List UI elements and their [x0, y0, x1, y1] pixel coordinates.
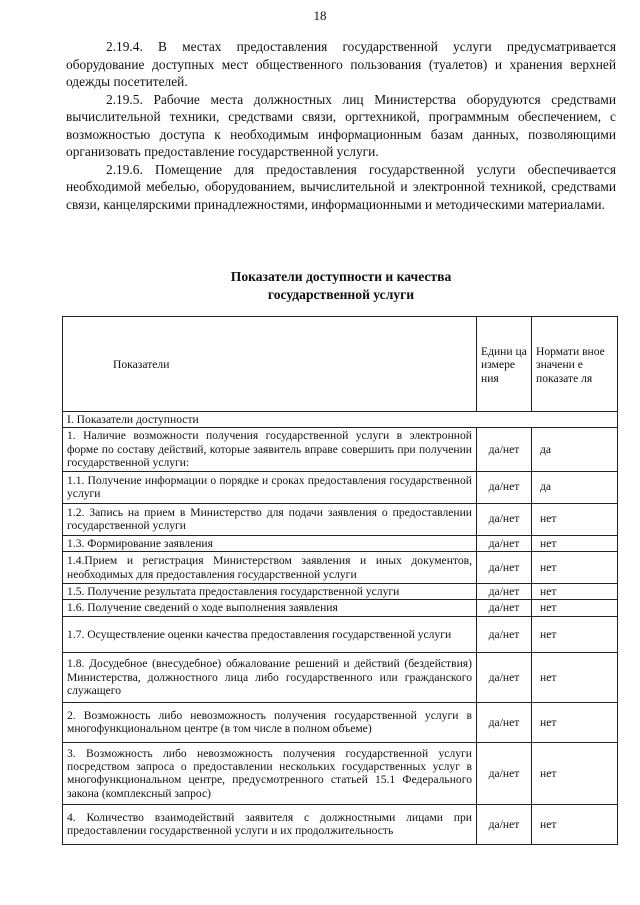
- table-row: [63, 616, 618, 652]
- table-row: [63, 600, 618, 616]
- paragraph-2-19-6: 2.19.6. Помещение для предоставления государственной услуги обеспечивается необходимой мебелью, оборудованием, вычислительной и электронной техникой, средствами связи, канцелярскими принадлежностями, информационными и методическими материалами.: [66, 161, 616, 212]
- row-unit: да/нет: [477, 702, 532, 742]
- row-unit: да/нет: [477, 804, 532, 844]
- row-label: 1.1. Получение информации о порядке и сроках предоставления государственной услуги: [63, 471, 477, 503]
- row-label: 1.4.Прием и регистрация Министерством заявления и иных документов, необходимых для предоставления государственной услуги: [63, 552, 477, 584]
- row-label: 1.8. Досудебное (внесудебное) обжалование решений и действий (бездействия) Министерства, должностного лица либо государственного или гражданского служащего: [63, 652, 477, 702]
- row-label: 1.2. Запись на прием в Министерство для подачи заявления о предоставлении государственной услуги: [63, 503, 477, 535]
- table-row: [63, 471, 618, 503]
- row-label: 2. Возможность либо невозможность получения государственной услуги в многофункциональном центре (в том числе в полном объеме): [63, 702, 477, 742]
- paragraph-2-19-4: 2.19.4. В местах предоставления государственной услуги предусматривается оборудование доступных мест общественного пользования (туалетов) и хранения верхней одежды посетителей.: [66, 39, 616, 89]
- heading-line-2: государственной услуги: [267, 287, 415, 302]
- row-unit: да/нет: [477, 552, 532, 584]
- row-value: нет: [532, 600, 618, 616]
- row-unit: да/нет: [477, 742, 532, 804]
- header-norm: Нормати вное значени е показате ля: [532, 317, 618, 412]
- row-value: да: [532, 471, 618, 503]
- row-unit: да/нет: [477, 616, 532, 652]
- row-value: нет: [532, 535, 618, 551]
- row-label: 1.6. Получение сведений о ходе выполнения заявления: [63, 600, 477, 616]
- table-row: [63, 535, 618, 551]
- row-value: нет: [532, 804, 618, 844]
- row-label: 1.3. Формирование заявления: [63, 535, 477, 551]
- table-header-row: [63, 317, 618, 412]
- row-unit: да/нет: [477, 471, 532, 503]
- paragraph-2-19-5: 2.19.5. Рабочие места должностных лиц Министерства оборудуются средствами вычислительной техники, средствами связи, оргтехникой, программным обеспечением, с возможностью доступа к необходимым информационным базам данных, позволяющими организовать предоставление государственной услуги.: [66, 91, 616, 159]
- row-label: 1. Наличие возможности получения государственной услуги в электронной форме по составу действий, которые заявитель вправе совершить при получении государственной услуги:: [63, 428, 477, 471]
- row-unit: да/нет: [477, 600, 532, 616]
- row-label: 1.5. Получение результата предоставления государственной услуги: [63, 584, 477, 600]
- header-indicator: Показатели: [63, 317, 477, 412]
- table-row: [63, 804, 618, 844]
- section-heading: [66, 268, 616, 304]
- row-value: да: [532, 428, 618, 471]
- row-value: нет: [532, 702, 618, 742]
- table-row: [63, 652, 618, 702]
- table-row: [63, 503, 618, 535]
- header-unit: Едини ца измере ния: [477, 317, 532, 412]
- table-row: [63, 742, 618, 804]
- row-unit: да/нет: [477, 428, 532, 471]
- body-text: [66, 38, 616, 213]
- page-number: 18: [313, 8, 327, 23]
- row-value: нет: [532, 652, 618, 702]
- row-label: 4. Количество взаимодействий заявителя с должностными лицами при предоставлении государственной услуги и их продолжительность: [63, 804, 477, 844]
- row-value: нет: [532, 742, 618, 804]
- row-value: нет: [532, 584, 618, 600]
- section-label: I. Показатели доступности: [63, 412, 618, 428]
- row-value: нет: [532, 552, 618, 584]
- row-label: 3. Возможность либо невозможность получения государственной услуги посредством запроса о предоставлении нескольких государственных услуг в многофункциональном центре, предусмотренного статьей 15.1 Федерального закона (комплексный запрос): [63, 742, 477, 804]
- table-row: [63, 584, 618, 600]
- row-unit: да/нет: [477, 652, 532, 702]
- table-row: [63, 552, 618, 584]
- row-value: нет: [532, 503, 618, 535]
- row-unit: да/нет: [477, 503, 532, 535]
- row-unit: да/нет: [477, 535, 532, 551]
- heading-line-1: Показатели доступности и качества: [230, 269, 452, 284]
- row-value: нет: [532, 616, 618, 652]
- table-row: [63, 702, 618, 742]
- indicators-table: [62, 316, 618, 845]
- row-unit: да/нет: [477, 584, 532, 600]
- row-label: 1.7. Осуществление оценки качества предоставления государственной услуги: [63, 616, 477, 652]
- section-row: [63, 412, 618, 428]
- table-row: [63, 428, 618, 471]
